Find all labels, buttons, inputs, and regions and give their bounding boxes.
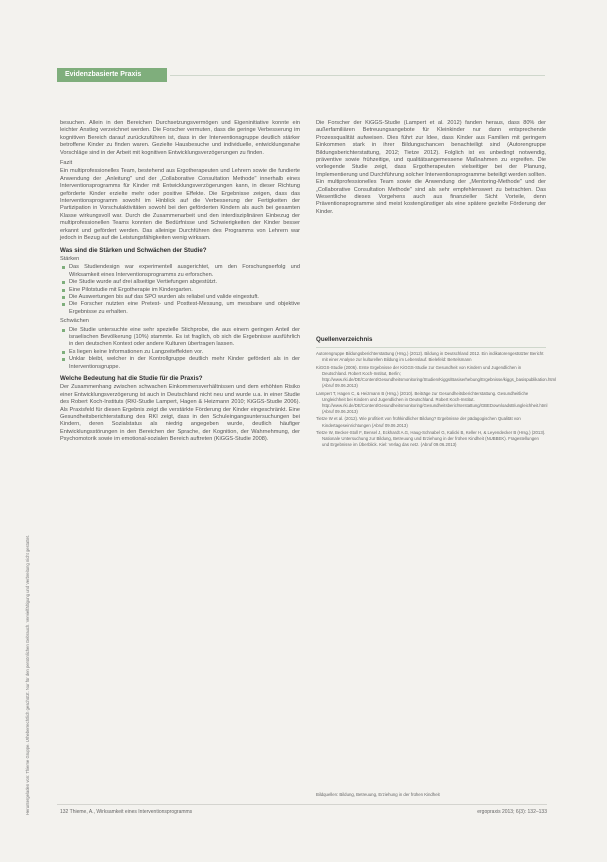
footer-divider xyxy=(57,804,547,805)
left-column xyxy=(60,120,300,447)
section-label: Evidenzbasierte Praxis xyxy=(57,68,167,82)
list-item: Eine Pilotstudie mit Ergotherapie im Kindergarten. xyxy=(69,287,300,294)
source-entry: Tietze W, Becker-Stoll F, Bensel J, Eckhardt A.G, Haug-Schnabel G, Kalicki B, Keller H, & Leyendecker B (Hrsg.) (2013). Nationale Untersuchung zur Bildung, Betreuung und Erziehung in der frühen Kindheit (NUBBEK). Fragestellungen und Ergebnisse im Überblick. Kiel: Verlag das netz. (Abruf 09.06.2013) xyxy=(316,430,546,448)
header-divider xyxy=(170,75,545,76)
right-column xyxy=(316,120,546,219)
list-item: Die Forscher nutzten eine Pretest- und Posttest-Messung, um messbare und objektive Ergebnisse zu erhalten. xyxy=(69,301,300,315)
source-entry: Tietze W et al. (2012). Wie profitiert von frühkindlicher Bildung? Ergebnisse der pädagogischen Qualität von Kindertageseinrichtungen (Abruf 09.06.2013) xyxy=(316,416,521,428)
fazit-paragraph: Ein multiprofessionelles Team, bestehend aus Ergotherapeuten und Lehrern sowie die fundierte Anwendung der „Anleitung" und der „Collaborative Consultation Methode" innerhalb eines Interventionsprogramms für Kinder mit Entwicklungsverzögerungen kann, in dieser Richtung geförderte Kinder erzielte mehr oder positive Effekte. Die Ergebnisse zeigen, dass das Interventionsprogramm sowohl im Hinblick auf die Verbesserung der Fertigkeiten der Partizipation in Vorschulaktivitäten sowohl bei den geförderten Kindern als auch bei gesamten Klasse wirkungsvoll war. Durch die Zusammenarbeit und den interdisziplinären Einbezug der multiprofessionellen Teams konnten die Bedürfnisse und Schwierigkeiten der Kinder besser erkannt und gefördert werden. Das alleinige Durchführen des Programms von Lehrern war jedoch in Bezug auf die Leistungsfähigkeiten wenig wirksam. xyxy=(60,168,300,242)
footer-citation: 132 Thieme, A., Wirksamkeit eines Interventionsprogramms xyxy=(60,809,193,815)
schwaechen-list xyxy=(60,327,300,371)
source-entry: Lampert T, Hagen C, & Heizmann B (Hrsg.) (2010). Beiträge zur Gesundheitsberichterstattung. Gesundheitliche Ungleichheit bei Kindern und Jugendlichen in Deutschland. Robert Koch-Institut. http://www.rki.de/DE/Content/Gesundheitsmonitoring/Gesundheitsberichterstattung/GBEDownloadsB/ungleichheit.html (Abruf 09.06.2013) xyxy=(316,390,548,414)
side-notice xyxy=(22,95,34,815)
source-entry: KiGGS-Studie (2006). Erste Ergebnisse der KiGGS-Studie zur Gesundheit von Kindern und Jugendlichen in Deutschland. Robert Koch-Institut, Berlin; http://www.rki.de/DE/Content/Gesundheitsmonitoring/Studien/Kiggs/Basiserhebung/Ergebnisse/kiggs_basispublikation.html (Abruf 09.06.2013) xyxy=(316,364,557,388)
staerken-list xyxy=(60,264,300,316)
list-item: Die Studie untersuchte eine sehr spezielle Stichprobe, die aus einem geringen Anteil der israelischen Bevölkerung (10%) stammte. Es ist fraglich, ob sich die Ergebnisse ausführlich in den deutschen Kontext oder andere Kulturen übertragen lassen. xyxy=(69,326,300,348)
schwaechen-label: Schwächen xyxy=(60,318,89,325)
right-paragraph: Die Forscher der KiGGS-Studie (Lampert et al. 2012) fanden heraus, dass 80% der außerfamiliären Betreuungsangebote für Kleinkinder nur dann entsprechende Prozessqualität aufweisen. Dies führt zur Idee, dass Kinder aus Familien mit geringem Einkommen stark in ihrer Bildungschancen benachteiligt sind (Autorengruppe Bildungsberichterstattung, 2012; Tietze 2012). Folglich ist es unbedingt notwendig, präventive sowie frühzeitige, und qualitätsangemessene Maßnahmen zu ergreifen. Die vorliegende Studie zeigt, dass Ergotherapeuten vielseitiger bei der Planung, Implementierung und Durchführung solcher Interventionsprogramme beteiligt werden sollten. Ein multiprofessionelles Team sowie die Anwendung der „Mentoring-Methode" und der „Collaborative Consultation Methode" sind als sehr empfehlenswert zu betrachten. Das Wesentliche dieses Vorgehens auch aus finanzieller Sicht Vorteile, denn Präventionsprogramme sind meist kostengünstiger als eine spätere gezielte Förderung der Kinder. xyxy=(316,120,546,215)
strengths-weaknesses-heading: Was sind die Stärken und Schwächen der Studie? xyxy=(60,246,207,254)
source-entry: Autorengruppe Bildungsberichterstattung (Hrsg.) (2012). Bildung in Deutschland 2012. Ein indikatorengestützter Bericht mit einer Analyse zur kulturellen Bildung im Lebenslauf. Bielefeld: Bertelsmann xyxy=(316,351,544,363)
fazit-heading: Fazit xyxy=(60,160,73,167)
intro-paragraph: besuchen. Allein in den Bereichen Durchsetzungsvermögen und Eigeninitiative konnte ein leichter Anstieg verzeichnet werden. Die Forscher vermuten, dass die geringe Verbesserung im kognitiven Bereich darauf zurückzuführen ist, dass in der Interventionsgruppe deutlich stärker betroffene Kinder zu finden waren. Gezielte Hausbesuche und individuelle, entwicklungsnahe Vorschläge sind in der Arbeit mit kognitiven Entwicklungsverzögerungen zu finden. xyxy=(60,120,300,156)
image-credit: Bildquellen: Bildung, Betreuung, Erziehung in der frühen Kindheit xyxy=(316,792,440,797)
sources-heading: Quellenverzeichnis xyxy=(316,336,546,348)
list-item: Die Studie wurde auf drei allseitige Vertiefungen abgestützt. xyxy=(69,279,300,286)
side-notice-text: Heruntergeladen von: Thieme Gruppe. Urheberrechtlich geschützt. Nur für den persönlichen Gebrauch. Vervielfältigung und Verbreitung nicht gestattet. xyxy=(25,534,30,815)
footer-journal: ergopraxis 2013; 6(3): 132–133 xyxy=(477,809,547,815)
list-item: Unklar bleibt, welcher in der Kontrollgruppe deutlich mehr Kinder gefördert als in der Interventionsgruppe. xyxy=(69,356,300,370)
list-item: Die Auswertungen bis auf das SPO wurden als reliabel und valide eingestuft. xyxy=(69,294,300,301)
sources-list xyxy=(316,351,557,450)
practice-heading: Welche Bedeutung hat die Studie für die Praxis? xyxy=(60,375,203,382)
staerken-label: Stärken xyxy=(60,255,80,262)
list-item: Es liegen keine Informationen zu Langzeiteffekten vor. xyxy=(69,349,300,356)
list-item: Das Studiendesign war experimentell ausgerichtet, um den Forschungserfolg und Wirksamkeit eines Interventionsprogramms zu erforschen. xyxy=(69,264,300,278)
practice-paragraph: Der Zusammenhang zwischen schwachen Einkommensverhältnissen und dem erhöhten Risiko einer Entwicklungsverzögerung ist auch in Deutschland nicht neu und wurde u.a. in einer Studie des Robert Koch-Instituts (RKI-Studie Lampert, Hagen & Heizmann 2010; KiGGS-Studie 2006). Als Praxisfeld für diesen Ergebnis zeigt die verstärkte Förderung der Kinder eingeschränkt. Eine Gesundheitsberichterstattung des RKI zeigt, dass in den Schuleingangsuntersuchungen bei Kindern, deren Sozialstatus als niedrig angegeben wurde, deutlich häufiger Entwicklungsstörungen in den Bereichen der Sprache, der Kognition, der Wahrnehmung, der Psychomotorik sowie im emotional-sozialen Bereich auftreten (KiGGS-Studie 2008). xyxy=(60,384,300,443)
